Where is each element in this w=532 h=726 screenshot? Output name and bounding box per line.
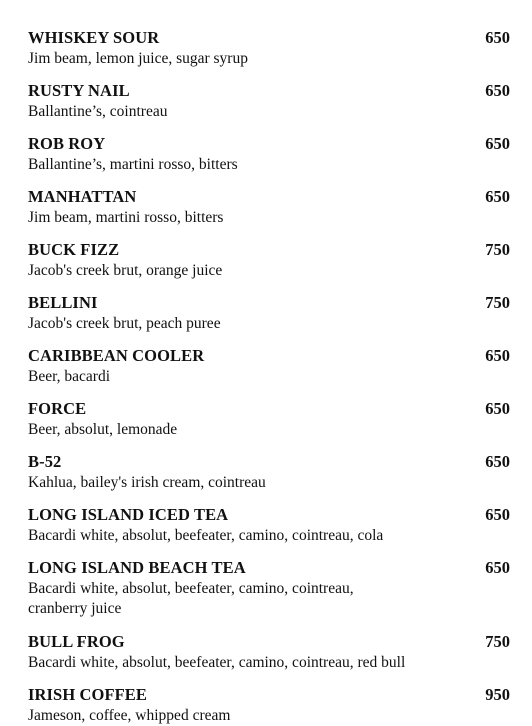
- item-price: 650: [485, 134, 510, 153]
- menu-item-rusty-nail: [28, 81, 510, 122]
- item-name: WHISKEY SOUR: [28, 28, 160, 47]
- menu-item-force: [28, 399, 510, 440]
- menu-item-bull-frog: [28, 632, 510, 673]
- item-price: 650: [485, 452, 510, 471]
- item-name: BUCK FIZZ: [28, 240, 120, 259]
- menu-item-whiskey-sour: [28, 28, 510, 69]
- menu-item-bellini: [28, 293, 510, 334]
- item-price: 650: [485, 81, 510, 100]
- menu-item-header: [28, 452, 510, 472]
- menu-item-manhattan: [28, 187, 510, 228]
- item-description: Ballantine’s, martini rosso, bitters: [28, 156, 238, 173]
- item-name: LONG ISLAND ICED TEA: [28, 505, 229, 524]
- item-name: B-52: [28, 452, 62, 471]
- menu-item-caribbean-cooler: [28, 346, 510, 387]
- item-price: 650: [485, 28, 510, 47]
- item-description: Jacob's creek brut, peach puree: [28, 315, 221, 332]
- item-description: Jacob's creek brut, orange juice: [28, 262, 223, 279]
- item-price: 650: [485, 346, 510, 365]
- item-price: 650: [485, 505, 510, 524]
- menu-item-header: [28, 28, 510, 48]
- menu-item-header: [28, 240, 510, 260]
- item-name: MANHATTAN: [28, 187, 137, 206]
- item-description: Jim beam, lemon juice, sugar syrup: [28, 50, 248, 67]
- item-name: LONG ISLAND BEACH TEA: [28, 558, 246, 577]
- menu-item-header: [28, 685, 510, 705]
- menu-item-irish-coffee: [28, 685, 510, 726]
- menu-item-long-island-beach-tea: [28, 558, 510, 619]
- item-description: Bacardi white, absolut, beefeater, camino, cointreau, cranberry juice: [28, 580, 354, 617]
- item-name: ROB ROY: [28, 134, 106, 153]
- item-description: Kahlua, bailey's irish cream, cointreau: [28, 474, 266, 491]
- item-price: 750: [485, 632, 510, 651]
- item-price: 750: [485, 293, 510, 312]
- menu-item-header: [28, 187, 510, 207]
- item-name: IRISH COFFEE: [28, 685, 148, 704]
- item-name: RUSTY NAIL: [28, 81, 130, 100]
- menu-item-long-island-iced-tea: [28, 505, 510, 546]
- menu-item-header: [28, 293, 510, 313]
- menu-item-buck-fizz: [28, 240, 510, 281]
- item-name: CARIBBEAN COOLER: [28, 346, 205, 365]
- menu-item-header: [28, 134, 510, 154]
- item-description: Bacardi white, absolut, beefeater, camino, cointreau, red bull: [28, 654, 406, 671]
- item-description: Bacardi white, absolut, beefeater, camino, cointreau, cola: [28, 527, 384, 544]
- item-name: BELLINI: [28, 293, 98, 312]
- menu-item-header: [28, 399, 510, 419]
- item-price: 650: [485, 187, 510, 206]
- item-price: 750: [485, 240, 510, 259]
- item-description: Beer, bacardi: [28, 368, 110, 385]
- menu-item-b-52: [28, 452, 510, 493]
- menu-item-rob-roy: [28, 134, 510, 175]
- item-name: BULL FROG: [28, 632, 125, 651]
- item-name: FORCE: [28, 399, 87, 418]
- item-price: 950: [485, 685, 510, 704]
- menu-item-header: [28, 81, 510, 101]
- menu-item-header: [28, 505, 510, 525]
- item-description: Jim beam, martini rosso, bitters: [28, 209, 224, 226]
- item-description: Beer, absolut, lemonade: [28, 421, 178, 438]
- menu-item-header: [28, 632, 510, 652]
- item-price: 650: [485, 558, 510, 577]
- menu-item-header: [28, 558, 510, 578]
- menu-item-header: [28, 346, 510, 366]
- item-price: 650: [485, 399, 510, 418]
- item-description: Jameson, coffee, whipped cream: [28, 707, 231, 724]
- item-description: Ballantine’s, cointreau: [28, 103, 168, 120]
